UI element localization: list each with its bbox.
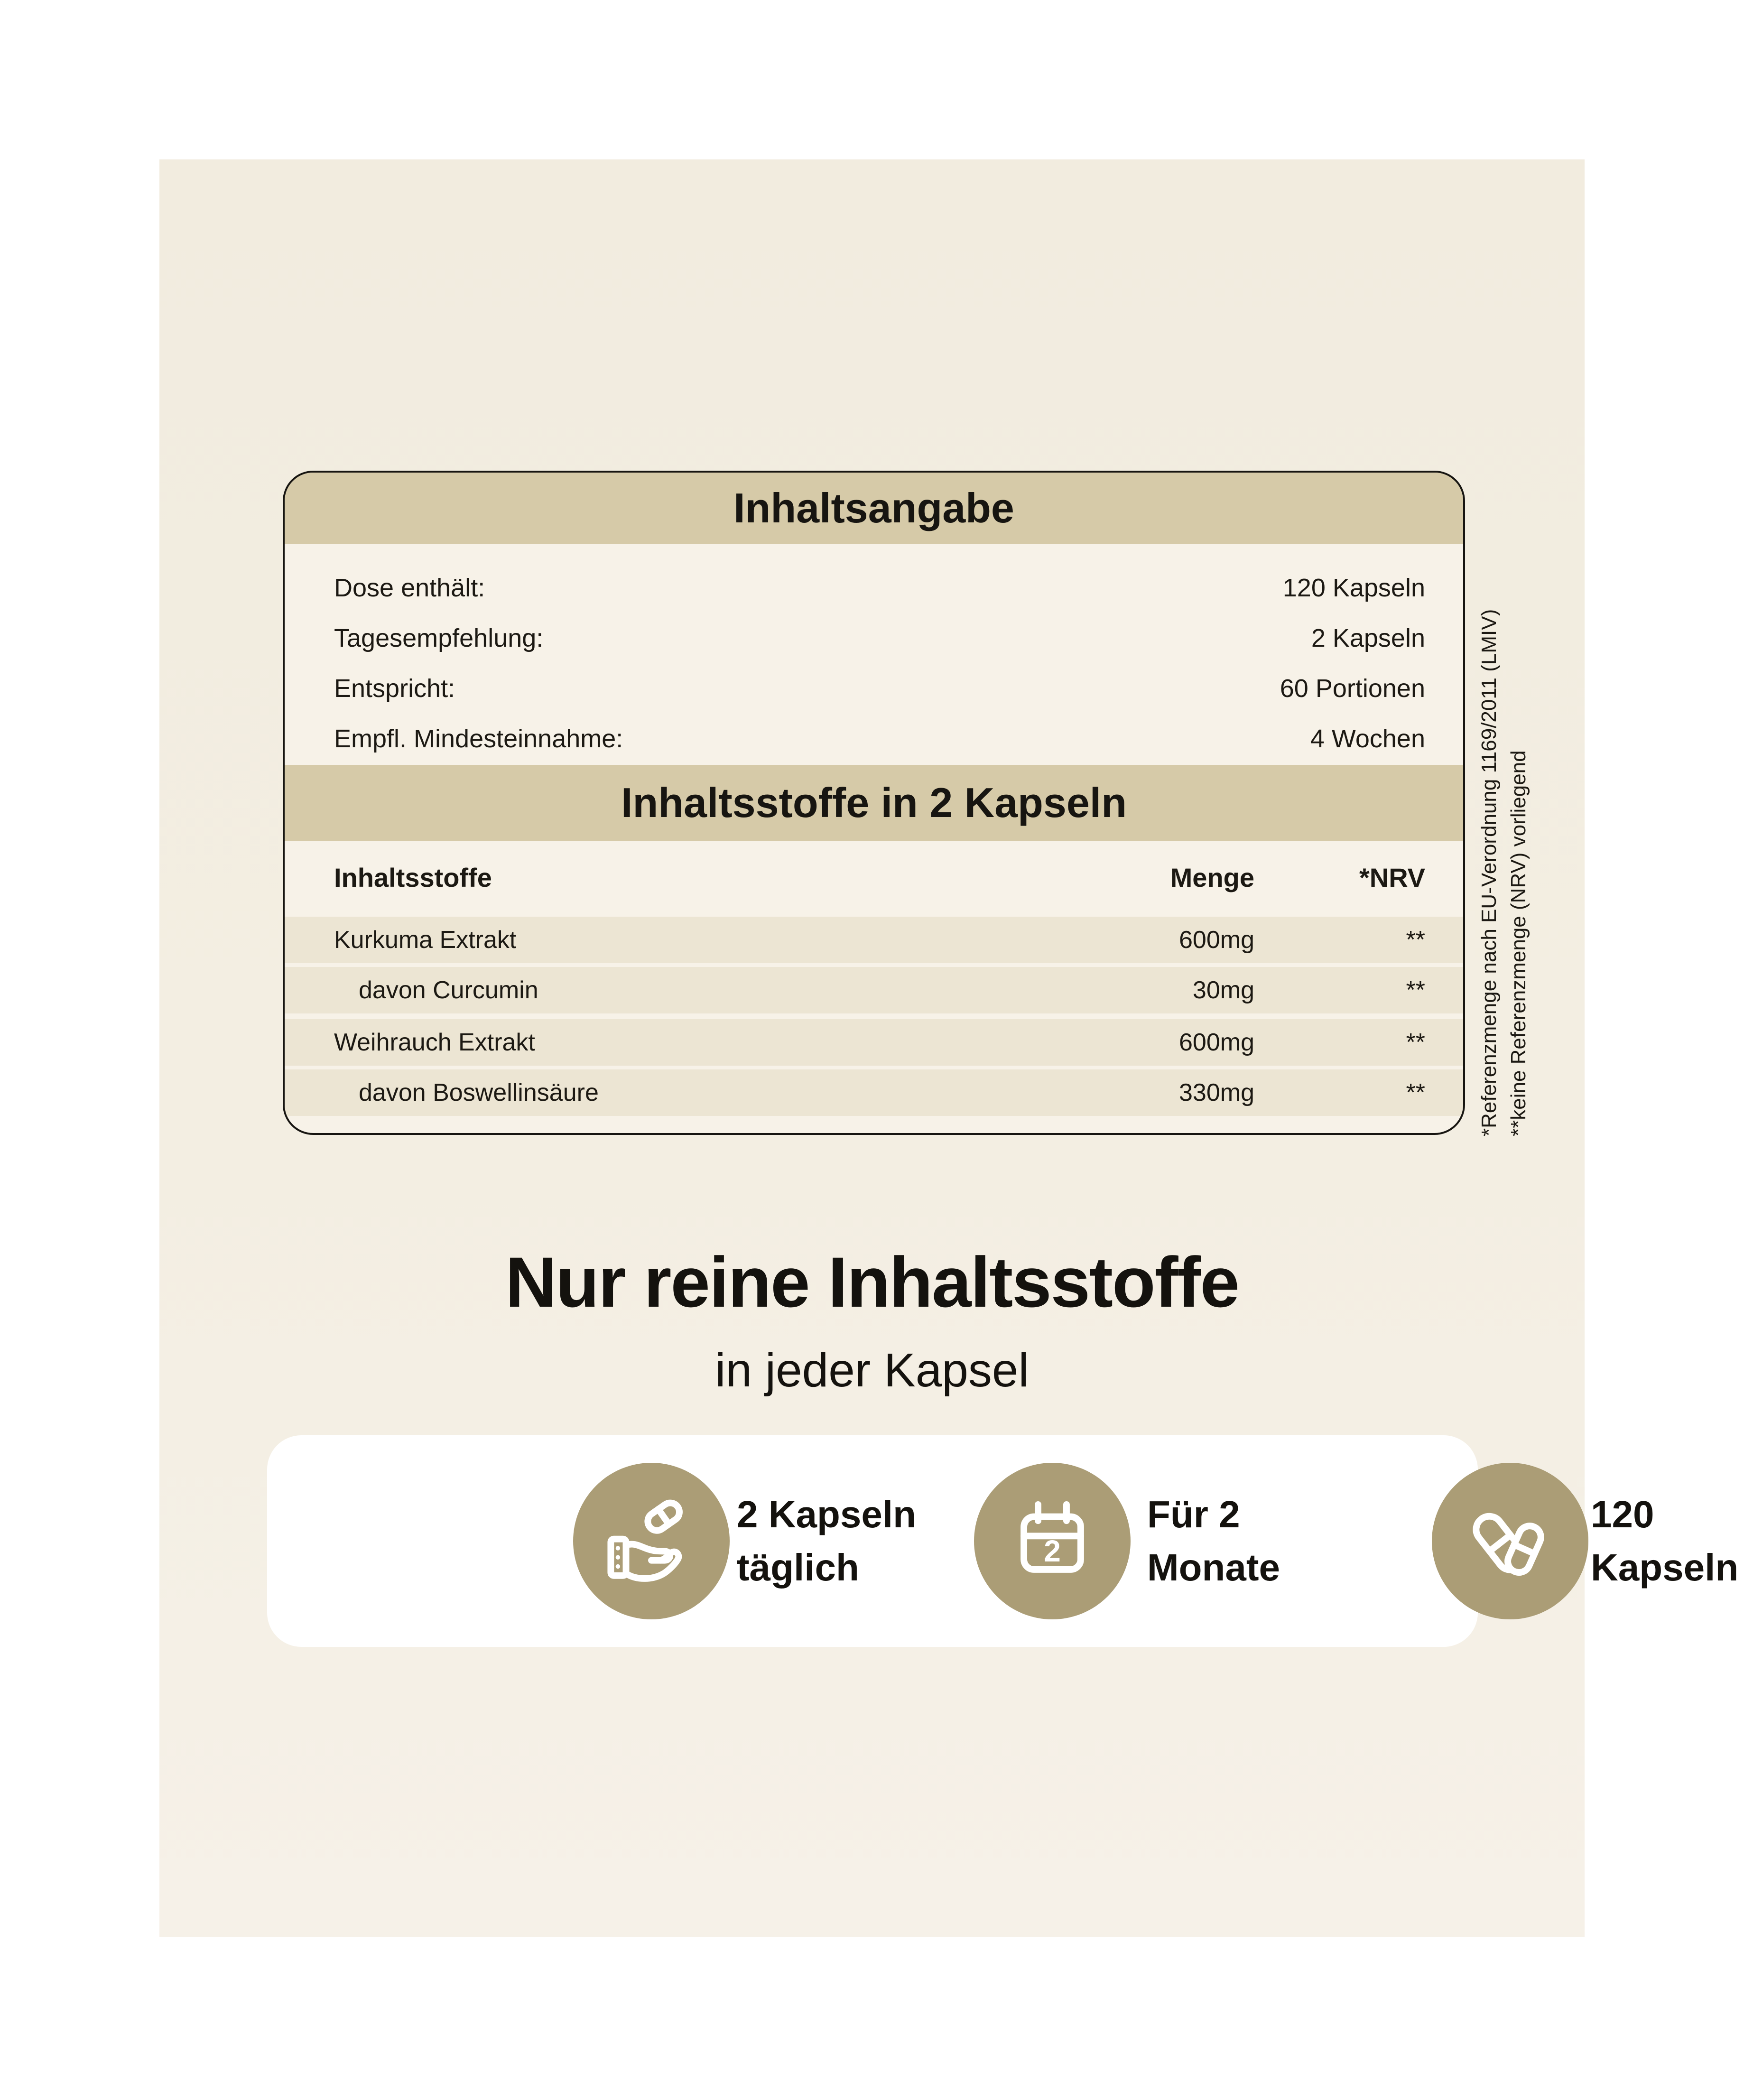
info-row [334,663,1425,714]
hand-pill-icon [601,1490,702,1592]
footnote-line-2: **keine Referenzmenge (NRV) vorliegend [1507,750,1530,1136]
benefit-label [737,1435,916,1647]
table-column-headers [285,841,1463,914]
table-row [285,1019,1463,1066]
info-row [334,714,1425,764]
info-value: 60 Portionen [1280,674,1425,703]
page-subtitle: in jeder Kapsel [715,1344,1029,1397]
info-label: Tagesempfehlung: [334,624,544,652]
info-row [334,613,1425,663]
info-value: 120 Kapseln [1282,574,1425,602]
benefit-line: täglich [737,1546,859,1589]
ingredient-table [285,917,1463,1116]
info-label: Empfl. Mindesteinnahme: [334,725,623,753]
benefit-line: Kapseln [1591,1546,1739,1589]
calendar-icon [1002,1490,1103,1592]
table-row [285,967,1463,1013]
column-header-amount: Menge [1170,862,1254,892]
benefit-line: 120 [1591,1493,1654,1535]
ingredient-amount: 330mg [1179,1079,1254,1106]
footnote-text [1475,512,1537,1136]
info-value: 4 Wochen [1310,725,1425,753]
page-title: Nur reine Inhaltsstoffe [505,1242,1239,1322]
column-header-ingredient: Inhaltsstoffe [334,862,492,892]
table-row [285,1069,1463,1116]
card-title: Inhaltsangabe [733,484,1014,531]
ingredient-nrv: ** [1406,976,1425,1004]
capsules-icon [1459,1490,1561,1592]
info-value: 2 Kapseln [1311,624,1425,652]
ingredient-name: Weihrauch Extrakt [334,1029,535,1056]
supplement-facts-card [283,471,1465,1135]
calendar-number: 2 [1044,1533,1061,1568]
ingredient-nrv: ** [1406,1029,1425,1056]
subtable-title-band [285,765,1463,841]
benefit-label [1147,1435,1280,1647]
benefits-box [267,1435,1739,1647]
info-label: Dose enthält: [334,574,485,602]
benefit-item-duration [974,1463,1131,1619]
card-title-band [285,473,1463,544]
benefit-item-daily-dose [573,1463,730,1619]
subtable-title: Inhaltsstoffe in 2 Kapseln [621,779,1127,826]
ingredient-amount: 600mg [1179,926,1254,954]
ingredient-nrv: ** [1406,1079,1425,1106]
info-row [334,563,1425,613]
ingredient-name: Kurkuma Extrakt [334,926,517,954]
background-panel [159,159,1739,1937]
ingredient-amount: 30mg [1192,976,1254,1004]
benefit-line: Monate [1147,1546,1280,1589]
benefit-line: 2 Kapseln [737,1493,916,1535]
footnote-vertical [1475,512,1537,1136]
column-header-nrv: *NRV [1359,862,1425,892]
info-label: Entspricht: [334,674,455,703]
ingredient-name: davon Curcumin [359,976,538,1004]
ingredient-name: davon Boswellinsäure [359,1079,599,1106]
footnote-line-1: *Referenzmenge nach EU-Verordnung 1169/2011 (LMIV) [1477,609,1501,1136]
benefit-item-count [1432,1463,1588,1619]
ingredient-amount: 600mg [1179,1029,1254,1056]
table-row [285,917,1463,963]
benefit-label [1591,1435,1738,1647]
benefit-line: Für 2 [1147,1493,1240,1535]
ingredient-nrv: ** [1406,926,1425,954]
dose-info-section [285,544,1463,765]
